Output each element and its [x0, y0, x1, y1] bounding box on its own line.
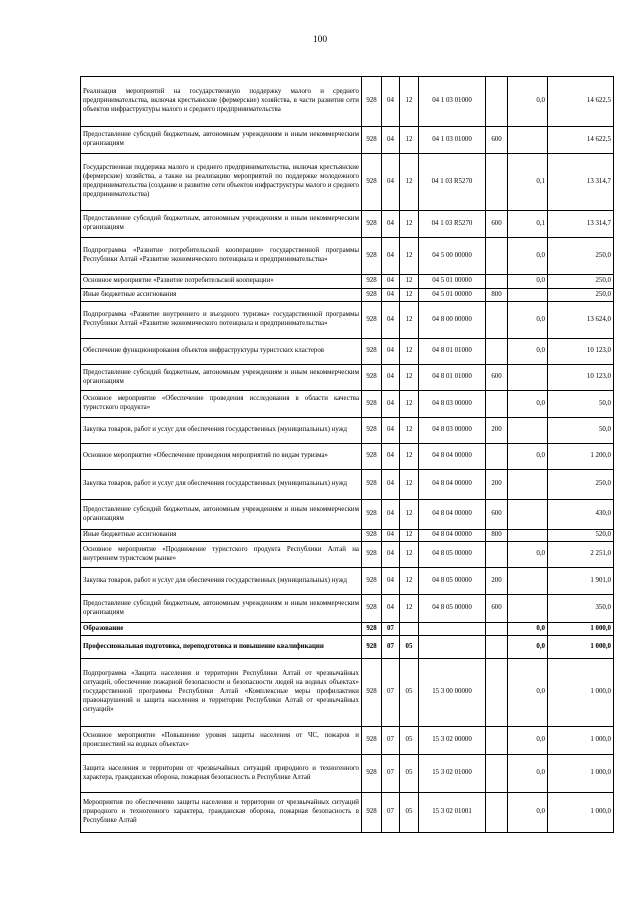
target-article-code: 04 1 03 01000	[419, 127, 486, 154]
expense-type-code: 600	[486, 595, 508, 623]
amount-total: 250,0	[548, 289, 614, 302]
target-article-code: 15 3 00 00000	[419, 659, 486, 727]
grbs-code: 928	[362, 636, 382, 659]
amount-federal	[508, 530, 548, 542]
subsection-code: 12	[400, 238, 419, 275]
section-code: 04	[382, 211, 400, 238]
row-name: Основное мероприятие «Обеспечение проведения исследования в области качества туристского продукта»	[81, 391, 362, 418]
target-article-code: 15 3 02 00000	[419, 727, 486, 755]
target-article-code: 04 8 05 00000	[419, 542, 486, 568]
expense-type-code	[486, 302, 508, 339]
subsection-code: 05	[400, 755, 419, 793]
amount-federal: 0,0	[508, 77, 548, 127]
target-article-code: 04 5 00 00000	[419, 238, 486, 275]
amount-federal	[508, 365, 548, 391]
row-name: Предоставление субсидий бюджетным, автономным учреждениям и иным некоммерческим организациям	[81, 127, 362, 154]
row-name: Основное мероприятие «Обеспечение проведения мероприятий по видам туризма»	[81, 444, 362, 470]
section-code: 04	[382, 418, 400, 444]
table-row	[81, 623, 614, 636]
grbs-code: 928	[362, 154, 382, 211]
section-code: 04	[382, 542, 400, 568]
row-name: Подпрограмма «Развитие потребительской кооперации» государственной программы Республики Алтай «Развитие экономического потенциала и предпринимательства»	[81, 238, 362, 275]
amount-total: 520,0	[548, 530, 614, 542]
section-code: 04	[382, 127, 400, 154]
amount-federal: 0,0	[508, 542, 548, 568]
target-article-code: 04 1 03 R5270	[419, 154, 486, 211]
section-code: 07	[382, 793, 400, 833]
row-name: Иные бюджетные ассигнования	[81, 289, 362, 302]
expense-type-code	[486, 623, 508, 636]
row-name: Основное мероприятие «Развитие потребительской кооперации»	[81, 275, 362, 289]
row-name: Основное мероприятие «Продвижение туристского продукта Республики Алтай на внутреннем туристском рынке»	[81, 542, 362, 568]
grbs-code: 928	[362, 391, 382, 418]
subsection-code: 12	[400, 154, 419, 211]
expense-type-code	[486, 275, 508, 289]
amount-total: 1 000,0	[548, 623, 614, 636]
grbs-code: 928	[362, 275, 382, 289]
amount-federal: 0,0	[508, 755, 548, 793]
amount-federal: 0,0	[508, 636, 548, 659]
section-code: 04	[382, 77, 400, 127]
target-article-code: 04 5 01 00000	[419, 275, 486, 289]
target-article-code: 04 1 03 R5270	[419, 211, 486, 238]
grbs-code: 928	[362, 595, 382, 623]
target-article-code: 04 8 00 00000	[419, 302, 486, 339]
expense-type-code: 200	[486, 568, 508, 595]
row-name: Предоставление субсидий бюджетным, автономным учреждениям и иным некоммерческим организациям	[81, 500, 362, 530]
expense-type-code	[486, 444, 508, 470]
amount-total: 250,0	[548, 275, 614, 289]
table-row	[81, 444, 614, 470]
expense-type-code	[486, 793, 508, 833]
table-row	[81, 211, 614, 238]
row-name: Предоставление субсидий бюджетным, автономным учреждениям и иным некоммерческим организациям	[81, 595, 362, 623]
grbs-code: 928	[362, 127, 382, 154]
grbs-code: 928	[362, 339, 382, 365]
section-code: 04	[382, 365, 400, 391]
expense-type-code: 600	[486, 500, 508, 530]
grbs-code: 928	[362, 418, 382, 444]
amount-federal: 0,0	[508, 302, 548, 339]
expense-type-code	[486, 238, 508, 275]
target-article-code: 04 5 01 00000	[419, 289, 486, 302]
amount-federal	[508, 418, 548, 444]
grbs-code: 928	[362, 793, 382, 833]
row-name: Государственная поддержка малого и среднего предпринимательства, включая крестьянские (фермерские) хозяйства, а также на реализацию мероприятий по поддержке молодежного предпринимательства (создание и развитие сети объектов инфраструктуры малого и среднего предпринимательства)	[81, 154, 362, 211]
amount-federal	[508, 595, 548, 623]
amount-federal: 0,1	[508, 154, 548, 211]
amount-total: 10 123,0	[548, 365, 614, 391]
expense-type-code	[486, 391, 508, 418]
subsection-code: 12	[400, 444, 419, 470]
grbs-code: 928	[362, 470, 382, 500]
row-name: Предоставление субсидий бюджетным, автономным учреждениям и иным некоммерческим организациям	[81, 365, 362, 391]
section-code: 04	[382, 530, 400, 542]
target-article-code: 15 3 02 01001	[419, 793, 486, 833]
row-name: Защита населения и территории от чрезвычайных ситуаций природного и техногенного характера, гражданская оборона, пожарная безопасность в Республике Алтай	[81, 755, 362, 793]
row-name: Закупка товаров, работ и услуг для обеспечения государственных (муниципальных) нужд	[81, 470, 362, 500]
amount-total: 50,0	[548, 391, 614, 418]
grbs-code: 928	[362, 365, 382, 391]
amount-total: 430,0	[548, 500, 614, 530]
section-code: 04	[382, 444, 400, 470]
expense-type-code: 600	[486, 127, 508, 154]
grbs-code: 928	[362, 77, 382, 127]
target-article-code: 04 8 04 00000	[419, 500, 486, 530]
table-row	[81, 727, 614, 755]
subsection-code: 12	[400, 542, 419, 568]
section-code: 04	[382, 302, 400, 339]
row-name: Иные бюджетные ассигнования	[81, 530, 362, 542]
subsection-code: 12	[400, 339, 419, 365]
table-body	[81, 77, 614, 833]
table-row	[81, 568, 614, 595]
amount-federal: 0,0	[508, 793, 548, 833]
expense-type-code	[486, 659, 508, 727]
expense-type-code	[486, 727, 508, 755]
expense-type-code	[486, 542, 508, 568]
grbs-code: 928	[362, 530, 382, 542]
amount-total: 1 000,0	[548, 793, 614, 833]
amount-total: 1 000,0	[548, 636, 614, 659]
amount-federal: 0,0	[508, 444, 548, 470]
table-row	[81, 127, 614, 154]
amount-federal	[508, 127, 548, 154]
table-row	[81, 289, 614, 302]
subsection-code: 12	[400, 302, 419, 339]
grbs-code: 928	[362, 211, 382, 238]
amount-total: 1 000,0	[548, 727, 614, 755]
section-code: 07	[382, 755, 400, 793]
subsection-code: 12	[400, 127, 419, 154]
amount-federal: 0,0	[508, 275, 548, 289]
subsection-code: 12	[400, 211, 419, 238]
grbs-code: 928	[362, 623, 382, 636]
amount-total: 50,0	[548, 418, 614, 444]
target-article-code	[419, 636, 486, 659]
grbs-code: 928	[362, 755, 382, 793]
grbs-code: 928	[362, 659, 382, 727]
grbs-code: 928	[362, 238, 382, 275]
amount-total: 13 314,7	[548, 211, 614, 238]
section-code: 04	[382, 568, 400, 595]
amount-federal	[508, 568, 548, 595]
section-code: 04	[382, 500, 400, 530]
amount-federal	[508, 470, 548, 500]
table-row	[81, 542, 614, 568]
expense-type-code: 600	[486, 211, 508, 238]
amount-total: 1 000,0	[548, 659, 614, 727]
subsection-code: 12	[400, 365, 419, 391]
target-article-code: 04 8 03 00000	[419, 391, 486, 418]
target-article-code: 04 8 01 01000	[419, 339, 486, 365]
grbs-code: 928	[362, 302, 382, 339]
section-code: 07	[382, 636, 400, 659]
table-row	[81, 595, 614, 623]
table-row	[81, 636, 614, 659]
amount-federal: 0,0	[508, 727, 548, 755]
expense-type-code: 600	[486, 365, 508, 391]
expense-type-code	[486, 154, 508, 211]
subsection-code: 05	[400, 727, 419, 755]
section-code: 04	[382, 339, 400, 365]
expense-type-code	[486, 339, 508, 365]
subsection-code: 05	[400, 636, 419, 659]
subsection-code	[400, 623, 419, 636]
subsection-code: 12	[400, 418, 419, 444]
row-name: Подпрограмма «Развитие внутреннего и въездного туризма» государственной программы Республики Алтай «Развитие экономического потенциала и предпринимательства»	[81, 302, 362, 339]
row-name: Обеспечение функционирования объектов инфраструктуры туристских кластеров	[81, 339, 362, 365]
amount-total: 250,0	[548, 470, 614, 500]
subsection-code: 12	[400, 391, 419, 418]
expense-type-code: 800	[486, 289, 508, 302]
amount-federal: 0,0	[508, 623, 548, 636]
section-code: 04	[382, 391, 400, 418]
target-article-code: 04 8 03 00000	[419, 418, 486, 444]
target-article-code: 04 8 04 00000	[419, 444, 486, 470]
table-row	[81, 530, 614, 542]
table-row	[81, 275, 614, 289]
row-name: Профессиональная подготовка, переподготовка и повышение квалификации	[81, 636, 362, 659]
subsection-code: 12	[400, 289, 419, 302]
row-name: Основное мероприятие «Повышение уровня защиты населения от ЧС, пожаров и происшествий на водных объектах»	[81, 727, 362, 755]
amount-federal: 0,0	[508, 238, 548, 275]
amount-total: 13 624,0	[548, 302, 614, 339]
table-row	[81, 500, 614, 530]
amount-total: 2 251,0	[548, 542, 614, 568]
subsection-code: 05	[400, 659, 419, 727]
budget-table	[80, 76, 614, 833]
amount-federal	[508, 289, 548, 302]
row-name: Закупка товаров, работ и услуг для обеспечения государственных (муниципальных) нужд	[81, 568, 362, 595]
table-row	[81, 470, 614, 500]
section-code: 07	[382, 659, 400, 727]
amount-total: 1 000,0	[548, 755, 614, 793]
amount-total: 13 314,7	[548, 154, 614, 211]
amount-total: 350,0	[548, 595, 614, 623]
section-code: 04	[382, 595, 400, 623]
grbs-code: 928	[362, 500, 382, 530]
target-article-code: 04 8 04 00000	[419, 530, 486, 542]
row-name: Предоставление субсидий бюджетным, автономным учреждениям и иным некоммерческим организациям	[81, 211, 362, 238]
row-name: Реализация мероприятий на государственную поддержку малого и среднего предпринимательства, включая крестьянские (фермерские) хозяйства, в части развития сети объектов инфраструктуры малого и среднего предпринимательства	[81, 77, 362, 127]
table-row	[81, 77, 614, 127]
table-row	[81, 391, 614, 418]
amount-federal: 0,1	[508, 211, 548, 238]
expense-type-code: 200	[486, 470, 508, 500]
section-code: 04	[382, 238, 400, 275]
target-article-code: 04 8 01 01000	[419, 365, 486, 391]
subsection-code: 05	[400, 793, 419, 833]
grbs-code: 928	[362, 568, 382, 595]
table-row	[81, 238, 614, 275]
table-row	[81, 154, 614, 211]
expense-type-code: 800	[486, 530, 508, 542]
amount-total: 10 123,0	[548, 339, 614, 365]
row-name: Образование	[81, 623, 362, 636]
section-code: 07	[382, 623, 400, 636]
table-row	[81, 302, 614, 339]
amount-federal: 0,0	[508, 659, 548, 727]
subsection-code: 12	[400, 595, 419, 623]
amount-total: 1 200,0	[548, 444, 614, 470]
table-row	[81, 659, 614, 727]
subsection-code: 12	[400, 77, 419, 127]
amount-federal: 0,0	[508, 391, 548, 418]
section-code: 04	[382, 289, 400, 302]
table-row	[81, 365, 614, 391]
grbs-code: 928	[362, 542, 382, 568]
table-row	[81, 339, 614, 365]
target-article-code: 15 3 02 01000	[419, 755, 486, 793]
section-code: 04	[382, 275, 400, 289]
row-name: Закупка товаров, работ и услуг для обеспечения государственных (муниципальных) нужд	[81, 418, 362, 444]
expense-type-code: 200	[486, 418, 508, 444]
grbs-code: 928	[362, 444, 382, 470]
page-number: 100	[312, 35, 328, 45]
amount-total: 14 622,5	[548, 127, 614, 154]
table-row	[81, 755, 614, 793]
target-article-code: 04 8 05 00000	[419, 595, 486, 623]
row-name: Мероприятия по обеспечению защиты населения и территории от чрезвычайных ситуаций природного и техногенного характера, гражданская оборона, пожарная безопасность в Республике Алтай	[81, 793, 362, 833]
target-article-code	[419, 623, 486, 636]
subsection-code: 12	[400, 500, 419, 530]
section-code: 04	[382, 154, 400, 211]
amount-federal	[508, 500, 548, 530]
target-article-code: 04 8 05 00000	[419, 568, 486, 595]
subsection-code: 12	[400, 275, 419, 289]
subsection-code: 12	[400, 470, 419, 500]
amount-total: 14 622,5	[548, 77, 614, 127]
expense-type-code	[486, 636, 508, 659]
amount-total: 250,0	[548, 238, 614, 275]
row-name: Подпрограмма «Защита населения и территории Республики Алтай от чрезвычайных ситуаций, обеспечение пожарной безопасности и безопасности людей на водных объектах» государственной программы Республики Алтай «Комплексные меры профилактики правонарушений и защита населения и территории Республики Алтай от чрезвычайных ситуаций»	[81, 659, 362, 727]
grbs-code: 928	[362, 727, 382, 755]
subsection-code: 12	[400, 530, 419, 542]
grbs-code: 928	[362, 289, 382, 302]
amount-federal: 0,0	[508, 339, 548, 365]
amount-total: 1 901,0	[548, 568, 614, 595]
target-article-code: 04 1 03 01000	[419, 77, 486, 127]
table-row	[81, 793, 614, 833]
expense-type-code	[486, 755, 508, 793]
expense-type-code	[486, 77, 508, 127]
table-row	[81, 418, 614, 444]
subsection-code: 12	[400, 568, 419, 595]
section-code: 07	[382, 727, 400, 755]
target-article-code: 04 8 04 00000	[419, 470, 486, 500]
section-code: 04	[382, 470, 400, 500]
